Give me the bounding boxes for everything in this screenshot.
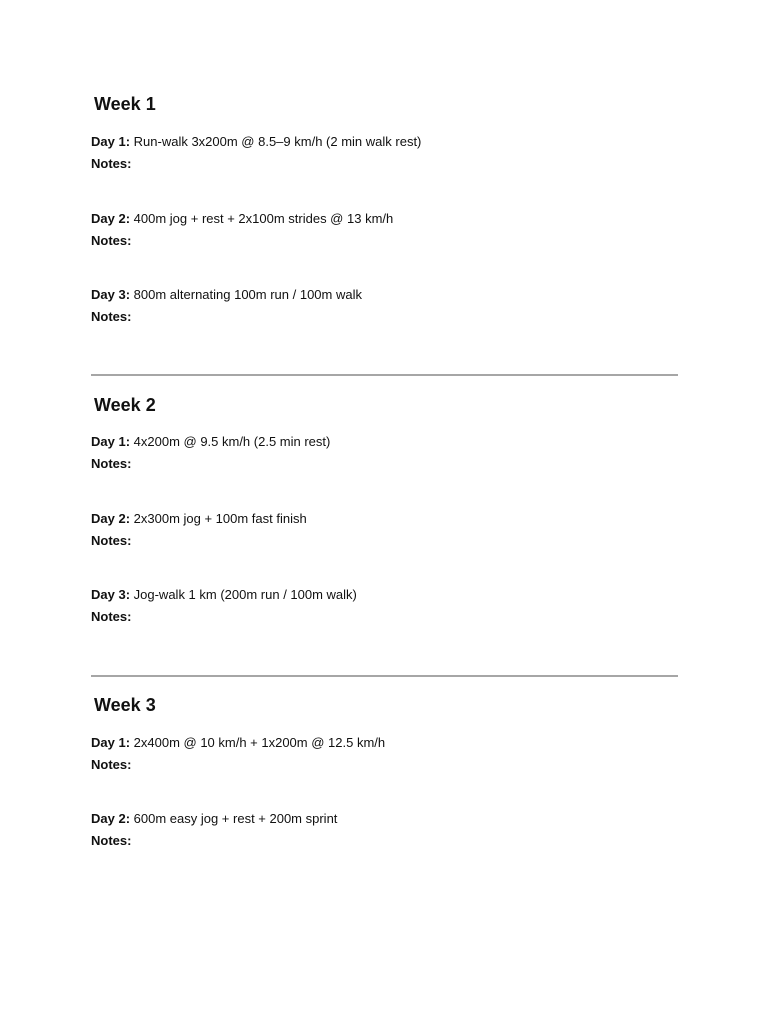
section-divider [91,374,678,376]
section-divider [91,675,678,677]
notes-label: Notes: [91,833,132,848]
notes-label: Notes: [91,609,132,624]
day-description: 600m easy jog + rest + 200m sprint [130,811,338,826]
day-description: Jog-walk 1 km (200m run / 100m walk) [130,587,357,602]
notes-label: Notes: [91,309,132,324]
week-1-title: Week 1 [94,94,156,114]
week-2-day-3 [91,584,691,628]
week-1-day-2 [91,208,691,252]
week-3-title: Week 3 [94,695,156,715]
day-description: 800m alternating 100m run / 100m walk [130,287,362,302]
week-2-day-2 [91,508,691,552]
day-label: Day 2: [91,211,131,226]
week-3-day-2 [91,808,691,852]
notes-label: Notes: [91,757,132,772]
week-1-day-1 [91,131,691,175]
day-label: Day 3: [91,287,131,302]
day-label: Day 3: [91,587,131,602]
day-description: 400m jog + rest + 2x100m strides @ 13 km/h [130,211,394,226]
week-3-day-1 [91,732,691,776]
day-description: Run-walk 3x200m @ 8.5–9 km/h (2 min walk rest) [130,134,422,149]
week-2-title: Week 2 [94,395,156,415]
week-1-day-3 [91,284,691,328]
day-label: Day 1: [91,134,131,149]
notes-label: Notes: [91,233,132,248]
day-description: 4x200m @ 9.5 km/h (2.5 min rest) [130,434,331,449]
week-2-day-1 [91,431,691,475]
day-label: Day 1: [91,735,131,750]
day-description: 2x400m @ 10 km/h + 1x200m @ 12.5 km/h [130,735,386,750]
notes-label: Notes: [91,456,132,471]
day-label: Day 1: [91,434,131,449]
day-label: Day 2: [91,511,131,526]
day-description: 2x300m jog + 100m fast finish [130,511,307,526]
notes-label: Notes: [91,533,132,548]
notes-label: Notes: [91,156,132,171]
day-label: Day 2: [91,811,131,826]
